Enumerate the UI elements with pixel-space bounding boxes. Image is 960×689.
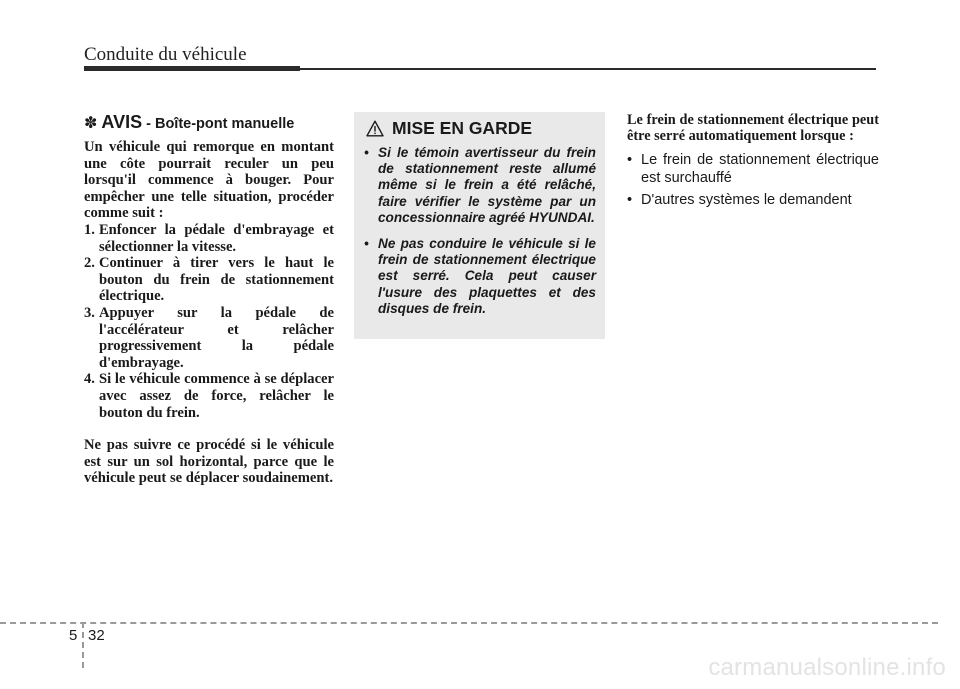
avis-step bbox=[84, 222, 334, 255]
footer-page-divider bbox=[82, 622, 84, 668]
step-text: Enfoncer la pédale d'embrayage et sélectionner la vitesse. bbox=[98, 221, 334, 255]
bullet: • bbox=[364, 145, 369, 160]
footer-divider bbox=[0, 622, 938, 624]
chapter-number: 5 bbox=[69, 627, 78, 644]
bullet: • bbox=[364, 236, 369, 252]
bullet: • bbox=[627, 152, 633, 168]
page-number: 32 bbox=[88, 627, 105, 644]
avis-section bbox=[84, 112, 334, 487]
header-rule-thin bbox=[300, 68, 876, 70]
step-number: 2. bbox=[84, 255, 95, 272]
warning-item bbox=[364, 236, 596, 317]
warning-list bbox=[364, 145, 596, 327]
avis-steps bbox=[84, 222, 334, 421]
step-number: 4. bbox=[84, 371, 95, 388]
auto-apply-section bbox=[627, 112, 879, 215]
auto-apply-list bbox=[627, 152, 879, 210]
page-header-title: Conduite du véhicule bbox=[84, 44, 247, 65]
watermark: carmanualsonline.info bbox=[708, 654, 946, 681]
avis-label: AVIS bbox=[101, 112, 143, 132]
step-text: Appuyer sur la pédale de l'accélérateur et relâcher progressivement la pédale d'embrayage. bbox=[98, 304, 334, 371]
avis-outro: Ne pas suivre ce procédé si le véhicule est sur un sol horizontal, parce que le véhicule peut se déplacer soudainement. bbox=[84, 437, 334, 487]
avis-step bbox=[84, 255, 334, 305]
avis-step bbox=[84, 371, 334, 421]
step-number: 1. bbox=[84, 221, 95, 238]
list-item bbox=[627, 152, 879, 187]
avis-intro: Un véhicule qui remorque en montant une côte pourrait reculer un peu lorsqu'il commence à bouger. Pour empêcher une telle situation, procéder comme suit : bbox=[84, 139, 334, 222]
warning-title: MISE EN GARDE bbox=[392, 118, 533, 138]
warning-box bbox=[354, 112, 605, 339]
warning-triangle-icon bbox=[366, 120, 384, 137]
step-number: 3. bbox=[84, 304, 95, 321]
header-rule-thick bbox=[84, 66, 300, 71]
step-text: Continuer à tirer vers le haut le bouton du frein de stationnement électrique. bbox=[98, 255, 334, 305]
warning-text: Si le témoin avertisseur du frein de stationnement reste allumé même si le frein a été relâché, faire vérifier le système par un concessionnaire agréé HYUNDAI. bbox=[378, 145, 596, 225]
list-item bbox=[627, 192, 879, 210]
warning-heading bbox=[366, 118, 532, 139]
list-item-text: D'autres systèmes le demandent bbox=[641, 192, 852, 208]
warning-item bbox=[364, 145, 596, 226]
bullet: • bbox=[627, 192, 633, 208]
avis-heading bbox=[84, 112, 334, 133]
avis-star-icon: ✽ bbox=[84, 113, 98, 132]
list-item-text: Le frein de stationnement électrique est surchauffé bbox=[641, 152, 879, 186]
avis-step bbox=[84, 305, 334, 371]
step-text: Si le véhicule commence à se déplacer avec assez de force, relâcher le bouton du frein. bbox=[98, 371, 334, 421]
avis-subtitle: - Boîte-pont manuelle bbox=[142, 116, 295, 132]
warning-text: Ne pas conduire le véhicule si le frein de stationnement électrique est serré. Cela peut causer l'usure des plaquettes et des disques de frein. bbox=[378, 236, 596, 316]
auto-apply-lead: Le frein de stationnement électrique peut être serré automatiquement lorsque : bbox=[627, 112, 879, 144]
